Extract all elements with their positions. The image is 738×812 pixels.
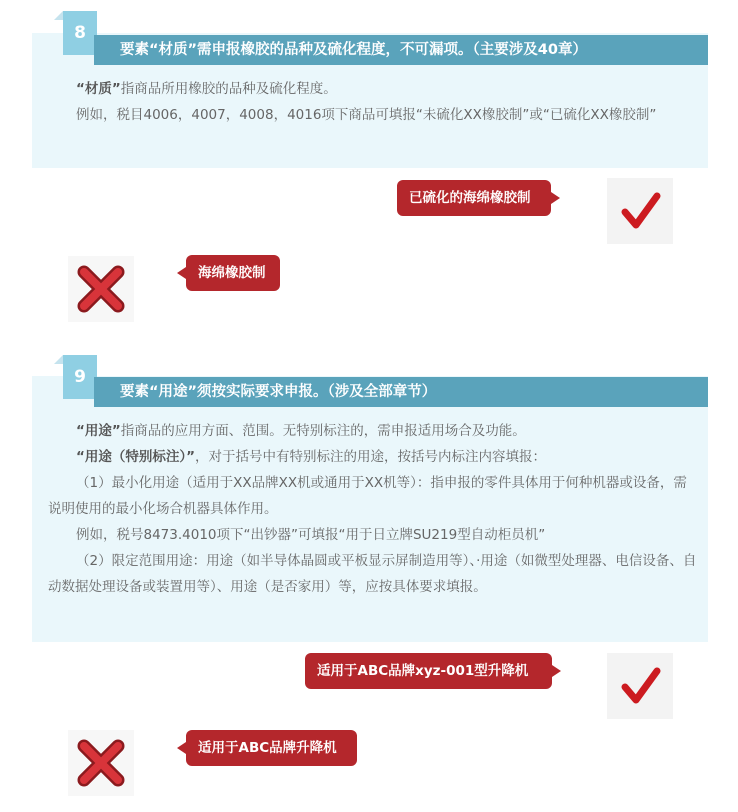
section-9-paragraph: （2）限定范围用途：用途（如半导体晶圆或平板显示屏制造用等）、·用途（如微型处理器、电信设备、自动数据处理设备或装置用等）、用途（是否家用）等，应按具体要求填报。 <box>48 553 697 595</box>
correct-example-tag: 已硫化的海绵橡胶制 <box>397 180 551 216</box>
section-9-number: 9 <box>63 355 97 399</box>
section-8-title: 要素“材质”需申报橡胶的品种及硫化程度，不可漏项。（主要涉及40章） <box>94 35 708 65</box>
section-8-number: 8 <box>63 11 97 55</box>
section-9-body <box>48 418 698 600</box>
correct-icon-box <box>607 178 673 244</box>
check-icon <box>607 653 673 719</box>
correct-example-tag: 适用于ABC品牌xyz-001型升降机 <box>305 653 552 689</box>
wrong-icon-box <box>68 256 134 322</box>
correct-icon-box <box>607 653 673 719</box>
section-9-number-corner <box>54 355 63 364</box>
wrong-example-tag: 适用于ABC品牌升降机 <box>186 730 357 766</box>
section-8-number-corner <box>54 11 63 20</box>
section-9-paragraph: “用途（特别标注）”，对于括号中有特别标注的用途，按括号内标注内容填报： <box>76 449 546 465</box>
wrong-icon-box <box>68 730 134 796</box>
section-8-paragraph: “材质”指商品所用橡胶的品种及硫化程度。 <box>76 81 337 97</box>
check-icon <box>607 178 673 244</box>
term-label: “用途” <box>76 423 121 439</box>
term-label: “用途（特别标注）” <box>76 449 195 465</box>
wrong-example-tag: 海绵橡胶制 <box>186 255 280 291</box>
section-9-paragraph: “用途”指商品的应用方面、范围。无特别标注的，需申报适用场合及功能。 <box>76 423 526 439</box>
section-9-paragraph: （1）最小化用途（适用于XX品牌XX机或通用于XX机等）：指申报的零件具体用于何种机器或设备，需说明使用的最小化场合机器具体作用。 <box>48 475 687 517</box>
section-8-paragraph: 例如，税目4006，4007，4008，4016项下商品可填报“未硫化XX橡胶制”或“已硫化XX橡胶制” <box>76 107 657 123</box>
section-8-body <box>48 76 698 128</box>
term-label: “材质” <box>76 81 121 97</box>
cross-icon <box>68 256 134 322</box>
section-9-paragraph: 例如，税号8473.4010项下“出钞器”可填报“用于日立牌SU219型自动柜员机” <box>76 527 546 543</box>
section-9-title: 要素“用途”须按实际要求申报。（涉及全部章节） <box>94 377 708 407</box>
cross-icon <box>68 730 134 796</box>
